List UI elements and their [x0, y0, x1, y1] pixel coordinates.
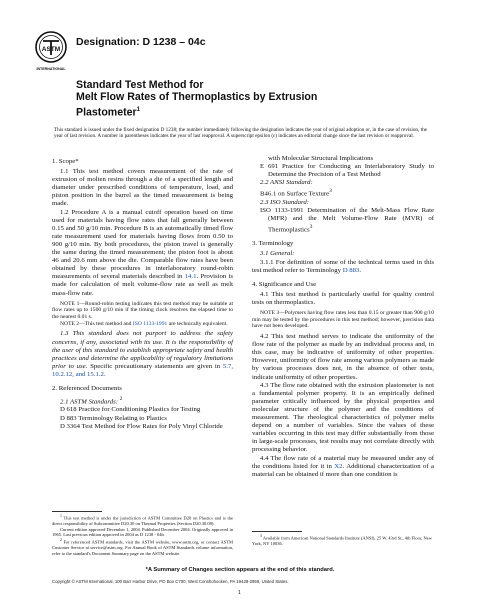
general-heading: 3.1 General:: [260, 250, 295, 258]
ref-e691: E 691 Practice for Conducting an Interlaboratory Study to Determine the Precision of a Test Method: [260, 163, 434, 179]
paragraph-4-1: 4.1 This test method is particularly useful for quality control tests on thermoplastics.: [252, 290, 434, 306]
ref-d883: D 883 Terminology Relating to Plastics: [60, 414, 167, 422]
document-title: [76, 79, 406, 118]
section-2-heading: 2. Referenced Documents: [52, 384, 122, 392]
section-4-heading: 4. Significance and Use: [252, 280, 317, 288]
title-line-1: Standard Test Method for: [76, 79, 204, 91]
link-iso-1133[interactable]: ISO 1133-1991: [132, 320, 168, 327]
paragraph-4-2: 4.2 This test method serves to indicate the uniformity of the flow rate of the polymer as made by an individual process and, in this case, may be indicative of uniformity of other properties. However, uniformity of flow rate among various polymers as made by various processes does not, in the absence of other tests, indicate uniformity of other properties.: [252, 333, 434, 381]
ref-b46-1: B46.1 on Surface Texture$^3$: [260, 188, 332, 198]
footnote-rule-left: [52, 511, 102, 512]
section-3-heading: 3. Terminology: [252, 240, 294, 248]
paragraph-3-1-1: 3.1.1 For definition of some of the technical terms used in this test method refer to Terminology D 883.: [252, 258, 434, 274]
ref-d3364-cont: with Molecular Structural Implications: [268, 155, 374, 162]
ref-iso-1133: ISO 1133-1991 Determination of the Melt-Mass Flow Rate (MFR) and the Melt Volume-Flow Rate (MVR) of Thermoplastics$^3$: [260, 206, 434, 234]
link-14-1[interactable]: 14.1: [184, 273, 197, 281]
designation: Designation: D 1238 – 04c: [76, 36, 206, 48]
svg-text:INTERNATIONAL: INTERNATIONAL: [36, 67, 66, 71]
astm-standards-heading: 2.1 ASTM Standards: $^2$: [60, 396, 123, 406]
issuance-note: This standard is issued under the fixed designation D 1238; the number immediately following the designation indicates the year of original adoption or, in the case of revision, the year of last revision. A number in parentheses indicates the year of last reapproval. A superscript epsilon (ε) indicates an editorial change since the last revision or reapproval.: [54, 127, 427, 140]
title-line-3: Plastometer$^1$: [76, 106, 140, 119]
astm-logo: [34, 30, 68, 74]
ref-d618: D 618 Practice for Conditioning Plastics for Testing: [60, 406, 201, 414]
paragraph-4-4: 4.4 The flow rate of a material may be measured under any of the conditions listed for it in X2. Additional characterization of a material can be obtained if more than one condition is: [252, 454, 434, 478]
footnote-3: $^3$ Available from American National Standards Institute (ANSI), 25 W. 43rd St., 4th Floor, New York, NY 10036.: [252, 534, 432, 547]
link-x2[interactable]: X2: [334, 462, 343, 470]
footnotes-left: [52, 514, 233, 556]
note-3: NOTE 3—Polymers having flow rates less than 0.15 or greater than 900 g/10 min may be tested by the procedures in this test method; however, precision data have not been developed.: [252, 310, 434, 330]
ref-d3364: D 3364 Test Method for Flow Rates for Poly Vinyl Chloride: [60, 422, 223, 430]
note-2: NOTE 2—This test method and ISO 1133-1991 are technically equivalent.: [60, 320, 228, 327]
svg-text:ASTM: ASTM: [41, 46, 61, 53]
footnote-1b: Current edition approved December 1, 2004. Published December 2004. Originally approved in 1965. Last previous edition approved in 2004 as D 1238 - 04b.: [52, 526, 233, 538]
page-number: 1: [238, 590, 241, 596]
right-column: [252, 155, 434, 479]
iso-standard-heading: 2.3 ISO Standard:: [260, 198, 310, 206]
link-precautions[interactable]: 5.7, 10.2.12, and 15.1.2: [52, 362, 233, 378]
footnotes-right: [252, 534, 434, 547]
ansi-standard-heading: 2.2 ANSI Standard:: [260, 179, 313, 187]
summary-of-changes-note: *A Summary of Changes section appears at the end of this standard.: [145, 567, 335, 573]
link-d883[interactable]: D 883: [342, 266, 360, 274]
paragraph-4-3: 4.3 The flow rate obtained with the extrusion plastometer is not a fundamental polymer property. It is an empirically defined parameter critically influenced by the physical properties and molecular structure of the polymer and the conditions of measurement. The rheological characteristics of polymer melts depend on a number of variables. Since the values of these variables occurring in this test may differ substantially from those in large-scale processes, test results may not correlate directly with processing behavior.: [252, 381, 434, 454]
footnote-rule-right: [252, 531, 302, 532]
left-column: [52, 155, 233, 431]
footnote-2: $^2$ For referenced ASTM standards, visit the ASTM website, www.astm.org, or contact ASTM Customer Service at service@astm.org. For Annual Book of ASTM Standards volume information, refer to the standard's Document Summary page on the ASTM website.: [52, 537, 233, 556]
paragraph-1-1: 1.1 This test method covers measurement of the rate of extrusion of molten resins through a die of a specified length and diameter under prescribed conditions of temperature, load, and piston position in the barrel as the timed measurement is being made.: [52, 168, 233, 208]
paragraph-1-3: 1.3 This standard does not purport to address the safety concerns, if any, associated with its use. It is the responsibility of the user of this standard to establish appropriate safety and health practices and determine the applicability of regulatory limitations prior to use. Specific precautionary statements are given in 5.7, 10.2.12, and 15.1.2.: [52, 330, 233, 378]
paragraph-1-2: 1.2 Procedure A is a manual cutoff operation based on time used for materials having flow rates that fall generally between 0.15 and 50 g/10 min. Procedure B is an automatically timed flow rate measurement used for materials having flows from 0.50 to 900 g/10 min. By both procedures, the piston travel is generally the same during the timed measurement; the piston foot is about 46 and 20.6 mm above the die. Comparable flow rates have been obtained by these procedures in interlaboratory round-robin measurements of several materials described in 14.1. Provision is made for calculation of melt volume-flow rate as well as melt mass-flow rate.: [52, 208, 233, 297]
title-line-2: Melt Flow Rates of Thermoplastics by Extrusion: [76, 91, 318, 104]
copyright-footer: Copyright © ASTM International, 100 Barr Harbor Drive, PO Box C700, West Conshohocken, PA 19428-2959, United States.: [52, 579, 289, 584]
footnote-1: $^1$ This test method is under the jurisdiction of ASTM Committee D20 on Plastics and is the direct responsibility of Subcommittee D20.30 on Thermal Properties (Section D20.30.08).: [52, 514, 233, 527]
section-1-heading: 1. Scope*: [52, 158, 79, 165]
note-1: NOTE 1—Round-robin testing indicates this test method may be suitable at flow rates up to 1500 g/10 min if the timing clock resolves the elapsed time to the nearest 0.01 s.: [52, 300, 233, 320]
